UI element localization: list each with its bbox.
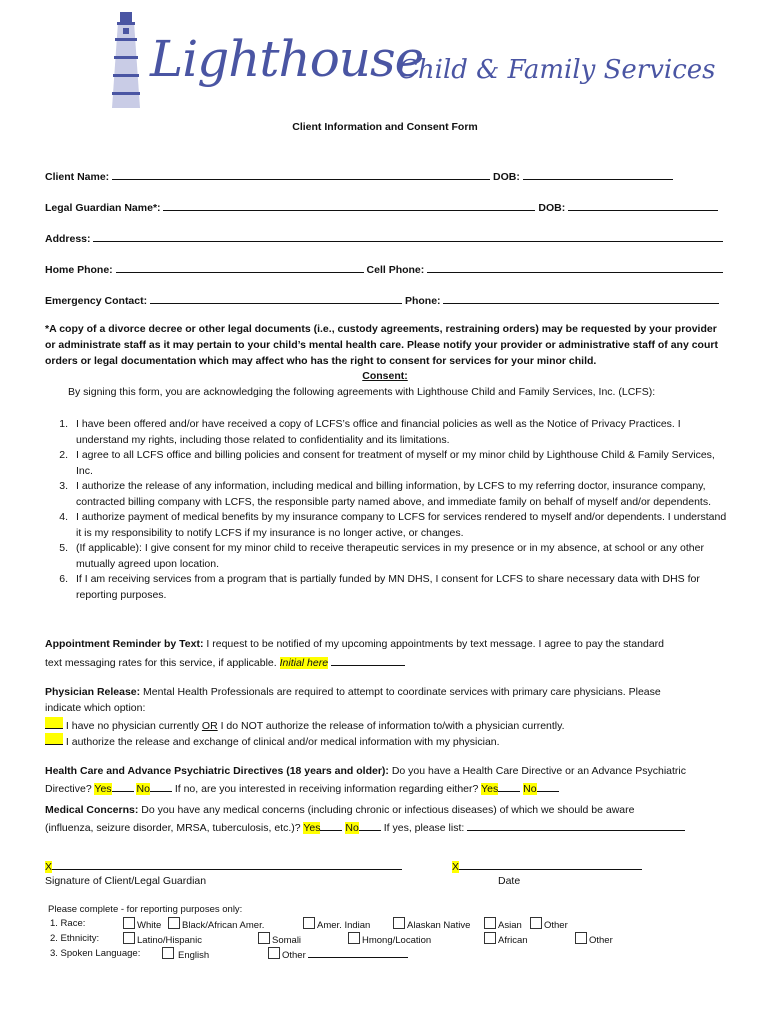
guardian-dob-label: DOB: [538, 202, 566, 214]
ethnicity-hmong[interactable]: Hmong/Location [348, 932, 431, 949]
checkbox[interactable] [168, 917, 180, 929]
guardian-name-field[interactable] [163, 199, 535, 211]
cell-phone-label: Cell Phone: [366, 264, 425, 276]
client-name-field[interactable] [112, 168, 490, 180]
directives-line-2: Directive? Yes No If no, are you interested in receiving information regarding either? Yes No [45, 780, 559, 798]
physician-option-1-field[interactable] [45, 717, 63, 729]
checkbox[interactable] [484, 917, 496, 929]
language-english[interactable]: English [162, 947, 209, 964]
physician-line-1: Physician Release: Mental Health Professionals are required to attempt to coordinate services with primary care physicians. Please [45, 686, 661, 698]
interest-yes[interactable]: Yes [481, 783, 499, 795]
medical-line-1: Medical Concerns: Do you have any medical concerns (including chronic or infectious diseases) of which we should be aware [45, 804, 635, 816]
emergency-row [45, 292, 719, 310]
form-title: Client Information and Consent Form [292, 121, 478, 133]
ethnicity-label: 2. Ethnicity: [50, 933, 100, 944]
lighthouse-logo-icon [104, 8, 148, 110]
consent-item: 4. I authorize payment of medical benefits by my insurance company to LCFS for services rendered to myself and/or dependents. I understand it is my responsibility to notify LCFS if my insurance is no longer active, or changes. [59, 511, 727, 539]
reminder-label: Appointment Reminder by Text: [45, 638, 204, 650]
consent-heading: Consent: [362, 370, 408, 382]
checkbox[interactable] [303, 917, 315, 929]
date-row [452, 858, 642, 876]
home-phone-label: Home Phone: [45, 264, 113, 276]
initial-field[interactable] [331, 654, 405, 666]
reminder-line-1: Appointment Reminder by Text: I request to be notified of my upcoming appointments by text message. I agree to pay the standard [45, 638, 665, 650]
ethnicity-other[interactable]: Other [575, 932, 613, 949]
guardian-dob-field[interactable] [568, 199, 718, 211]
consent-intro: By signing this form, you are acknowledging the following agreements with Lighthouse Child and Family Services, Inc. (LCFS): [68, 386, 656, 398]
logo-main-text: Lighthouse [150, 30, 424, 88]
client-name-label: Client Name: [45, 171, 110, 183]
physician-option-2: I authorize the release and exchange of clinical and/or medical information with my physician. [45, 733, 500, 751]
date-field[interactable] [459, 858, 642, 870]
client-dob-label: DOB: [493, 171, 520, 183]
medical-line-2: (influenza, seizure disorder, MRSA, tuberculosis, etc.)? Yes No If yes, please list: [45, 819, 685, 837]
checkbox[interactable] [530, 917, 542, 929]
signature-label: Signature of Client/Legal Guardian [45, 875, 207, 887]
checkbox[interactable] [258, 932, 270, 944]
client-dob-field[interactable] [523, 168, 673, 180]
language-label: 3. Spoken Language: [50, 948, 141, 959]
consent-list [46, 417, 730, 603]
address-label: Address: [45, 233, 91, 245]
consent-item: 6. If I am receiving services from a program that is partially funded by MN DHS, I consent for LCFS to share necessary data with DHS for reporting purposes. [59, 573, 700, 601]
emergency-label: Emergency Contact: [45, 295, 148, 307]
checkbox[interactable] [393, 917, 405, 929]
medical-yes[interactable]: Yes [303, 822, 321, 834]
guardian-row [45, 199, 718, 217]
emergency-contact-field[interactable] [150, 292, 402, 304]
physician-option-1: I have no physician currently OR I do NOT authorize the release of information to/with a physician currently. [45, 717, 565, 735]
checkbox[interactable] [123, 917, 135, 929]
checkbox[interactable] [348, 932, 360, 944]
medical-no[interactable]: No [345, 822, 359, 834]
header [0, 0, 770, 112]
ethnicity-african[interactable]: African [484, 932, 528, 949]
medical-label: Medical Concerns: [45, 804, 139, 816]
race-amer-indian[interactable]: Amer. Indian [303, 917, 370, 934]
checkbox[interactable] [162, 947, 174, 959]
home-phone-field[interactable] [116, 261, 364, 273]
language-other-field[interactable] [308, 948, 408, 958]
date-x-mark: X [452, 861, 460, 873]
address-row [45, 230, 723, 248]
cell-phone-field[interactable] [427, 261, 723, 273]
ethnicity-latino[interactable]: Latino/Hispanic [123, 932, 202, 949]
checkbox[interactable] [268, 947, 280, 959]
race-other[interactable]: Other [530, 917, 568, 934]
interest-no[interactable]: No [523, 783, 537, 795]
physician-option-2-field[interactable] [45, 733, 63, 745]
directive-no[interactable]: No [136, 783, 150, 795]
signature-field[interactable] [52, 858, 402, 870]
phone-row [45, 261, 723, 279]
directives-line-1: Health Care and Advance Psychiatric Directives (18 years and older): Do you have a Health Care Directive or an Advance Psychiatric [45, 765, 686, 777]
reminder-line-2: text messaging rates for this service, if applicable. Initial here [45, 654, 405, 672]
physician-line-2: indicate which option: [45, 702, 146, 714]
checkbox[interactable] [575, 932, 587, 944]
medical-list-field[interactable] [467, 819, 685, 831]
race-alaskan[interactable]: Alaskan Native [393, 917, 470, 934]
address-field[interactable] [93, 230, 723, 242]
ethnicity-somali[interactable]: Somali [258, 932, 301, 949]
signature-x-mark: X [45, 861, 53, 873]
emergency-phone-field[interactable] [443, 292, 719, 304]
physician-label: Physician Release: [45, 686, 141, 698]
custody-note: *A copy of a divorce decree or other legal documents (i.e., custody agreements, restraining orders) may be requested by your provider or administrate staff as it may pertain to your child’s mental health care. Please notify your provider or administrative staff of any court orders or legal documentation which may affect who has the right to consent for services for your minor child. [45, 323, 718, 367]
guardian-label: Legal Guardian Name*: [45, 202, 161, 214]
language-other[interactable]: Other [268, 947, 408, 964]
race-white[interactable]: White [123, 917, 161, 934]
consent-item: 5. (If applicable): I give consent for my minor child to receive therapeutic services in my presence or in my absence, at school or any other mutually agreed upon location. [59, 542, 704, 570]
directives-label: Health Care and Advance Psychiatric Directives (18 years and older): [45, 765, 389, 777]
consent-item: 1. I have been offered and/or have received a copy of LCFS’s office and financial policies as well as the Notice of Privacy Practices. I understand my rights, including those related to confidentiality and its limitations. [59, 418, 681, 446]
directive-yes[interactable]: Yes [94, 783, 112, 795]
consent-item: 3. I authorize the release of any information, including medical and billing information, by LCFS to my referring doctor, insurance company, contracted billing company with LCFS, the responsible party named above, and immediate family on behalf of myself and/or dependents. [59, 480, 712, 508]
race-label: 1. Race: [50, 918, 86, 929]
logo-sub-text: Child & Family Services [398, 55, 716, 85]
date-label: Date [498, 875, 521, 887]
race-black[interactable]: Black/African Amer. [168, 917, 264, 934]
checkbox[interactable] [123, 932, 135, 944]
client-name-row [45, 168, 673, 186]
consent-item: 2. I agree to all LCFS office and billing policies and consent for treatment of myself or my minor child by Lighthouse Child & Family Services, Inc. [59, 449, 715, 477]
checkbox[interactable] [484, 932, 496, 944]
reporting-intro: Please complete - for reporting purposes only: [48, 904, 243, 915]
race-asian[interactable]: Asian [484, 917, 522, 934]
initial-here-label: Initial here [279, 657, 329, 669]
signature-row [45, 858, 402, 876]
emergency-phone-label: Phone: [404, 295, 441, 307]
